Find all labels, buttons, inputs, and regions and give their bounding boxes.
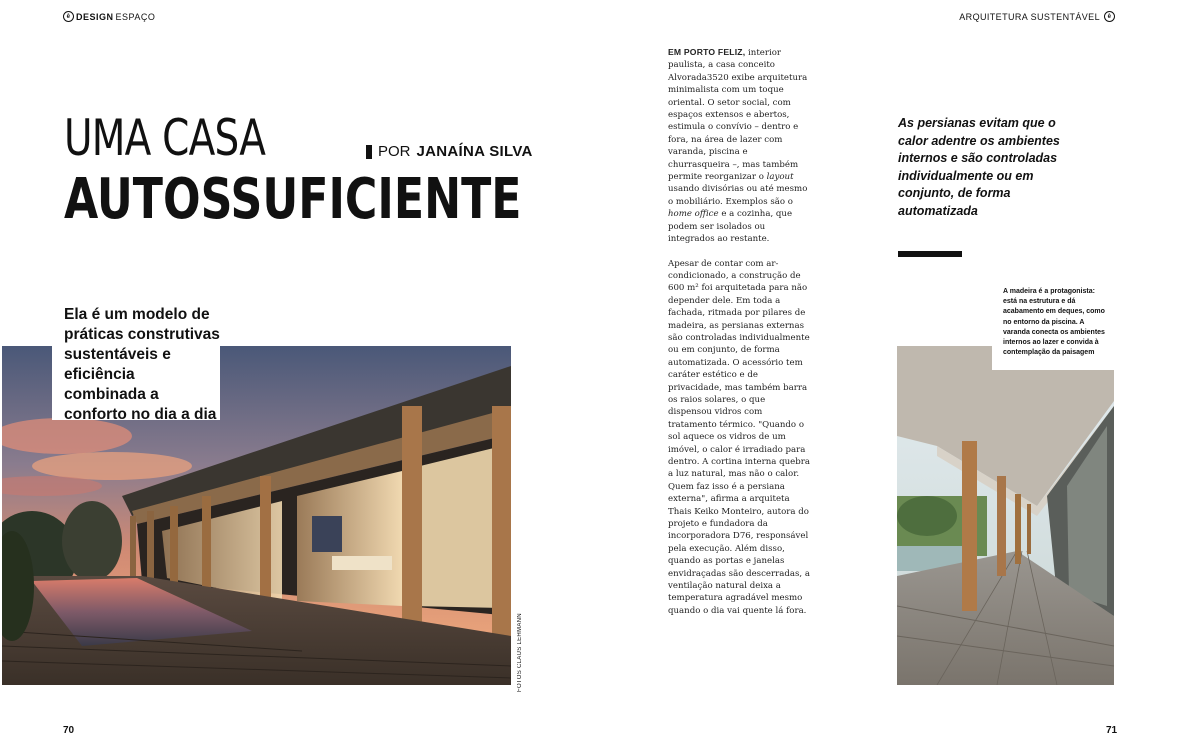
byline-author: JANAÍNA SILVA bbox=[416, 143, 533, 160]
body-p1-c: e a cozinha, que podem ser isolados ou integrados ao restante. bbox=[668, 209, 793, 245]
section-name: ARQUITETURA SUSTENTÁVEL bbox=[959, 11, 1100, 22]
veranda-photo bbox=[897, 346, 1114, 685]
page-number-left: 70 bbox=[63, 725, 75, 736]
lead-text-box: Ela é um modelo de práticas construtivas sustentáveis e eficiência combinada a conforto no dia a dia bbox=[52, 300, 220, 420]
page-number-right: 71 bbox=[1106, 725, 1118, 736]
photo-credit: FOTOS CLAUS LEHMANN bbox=[517, 613, 523, 692]
body-p1-italic2: home office bbox=[668, 209, 719, 220]
brand-logo-icon: ê bbox=[63, 11, 74, 22]
body-paragraph-1 bbox=[668, 46, 810, 246]
magazine-brand bbox=[63, 11, 155, 22]
article-body bbox=[668, 46, 810, 629]
byline-marker bbox=[366, 145, 372, 159]
body-paragraph-2: Apesar de contar com ar-condicionado, a construção de 600 m² foi arquitetada para não depender dele. Em toda a fachada, ritmada por pilares de madeira, as persianas externas são controladas individualmente ou em conjunto, de forma automatizada. O acessório tem caráter estético e de privacidade, mas também barra os raios solares, o que dispensou vidros com tratamento térmico. "Quando o sol aquece os vidros de um imóvel, o calor é irradiado para dentro. A cortina interna quebra a luz natural, mas não o calor. Quem faz isso é a persiana externa", afirma a arquiteta Thais Keiko Monteiro, autora do projeto e fundadora da incorporadora D76, responsável pela execução. Além disso, quando as portas e janelas envidraçadas são descerradas, a ventilação natural deixa a temperatura agradável mesmo quando o dia vai quente lá fora. bbox=[668, 258, 810, 616]
body-p1-b: usando divisórias ou até mesmo o mobiliário. Exemplos são o bbox=[668, 184, 808, 207]
photo-caption: A madeira é a protagonista: está na estrutura e dá acabamento em deques, como no entorno da piscina. A varanda conecta os ambientes internos ao lazer e convida à contemplação da paisagem bbox=[992, 282, 1114, 370]
body-p1-italic1: layout bbox=[766, 172, 794, 183]
article-title-line1: UMA CASA bbox=[64, 109, 266, 167]
brand-light: ESPAÇO bbox=[115, 11, 156, 22]
brand-bold: DESIGN bbox=[76, 11, 114, 22]
section-label bbox=[959, 11, 1115, 22]
pull-quote: As persianas evitam que o calor adentre os ambientes internos e são controladas individualmente ou em conjunto, de forma automatizada bbox=[898, 116, 1060, 218]
body-p1-a: interior paulista, a casa conceito Alvorada3520 exibe arquitetura minimalista com um toque oriental. O setor social, com espaços extensos e abertos, estimula o convívio – dentro e fora, na área de lazer com varanda, piscina e churrasqueira –, mas também permite reorganizar o bbox=[668, 48, 808, 183]
pull-quote-bar bbox=[898, 251, 962, 257]
body-lead-in: EM PORTO FELIZ, bbox=[668, 47, 746, 57]
section-logo-icon: ê bbox=[1104, 11, 1115, 22]
byline bbox=[366, 143, 533, 160]
article-title-line2: AUTOSSUFICIENTE bbox=[64, 167, 522, 232]
byline-prefix: POR bbox=[378, 143, 411, 160]
